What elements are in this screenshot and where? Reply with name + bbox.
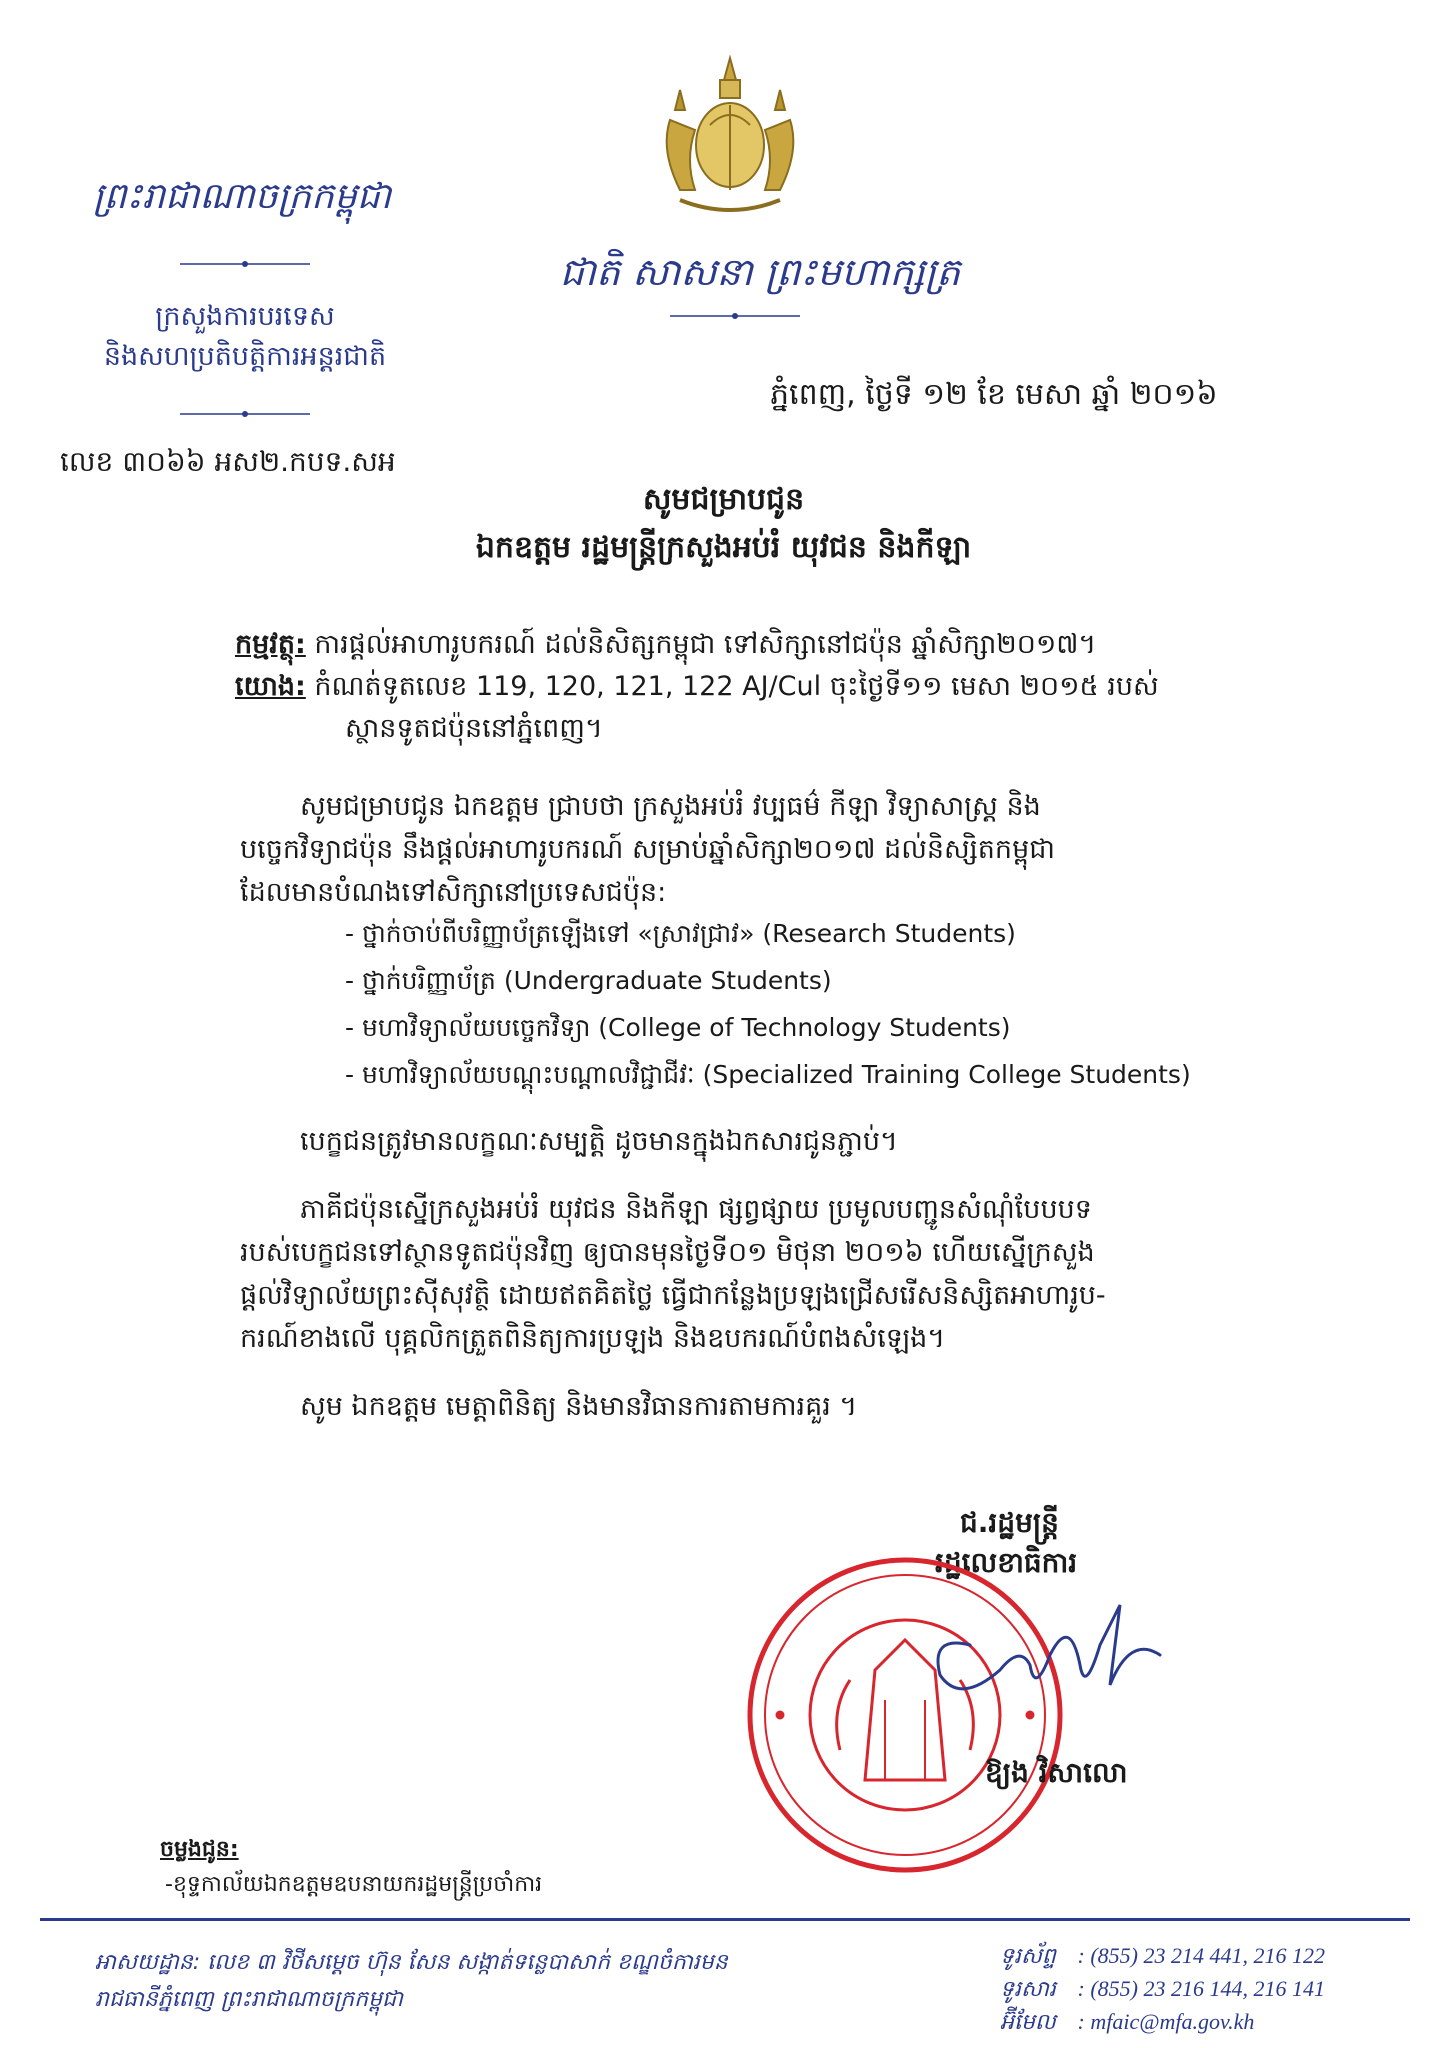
addressee-name: ឯកឧត្តម រដ្ឋមន្ត្រីក្រសួងអប់រំ យុវជន និងកីឡា bbox=[475, 530, 972, 565]
fax-label: ទូរសារ bbox=[1000, 1976, 1056, 2001]
nation-motto: ជាតិ សាសនា ព្រះមហាក្សត្រ bbox=[559, 250, 961, 294]
footer-email bbox=[1000, 2008, 1254, 2040]
body-paragraph-3-line-4: ករណ៍ខាងលើ បុគ្គលិកត្រួតពិនិត្យការប្រឡង និងឧបករណ៍បំពងសំឡេង។ bbox=[240, 1323, 946, 1354]
footer-address-line-1: អាសយដ្ឋាន: លេខ ៣ វិថីសម្តេច ហ៊ុន សែន សង្កាត់ទន្លេបាសាក់ ខណ្ឌចំការមន bbox=[95, 1950, 728, 1975]
email-value: : mfaic@mfa.gov.kh bbox=[1077, 2009, 1255, 2034]
body-paragraph-3-line-1: ភាគីជប៉ុនស្នើក្រសួងអប់រំ យុវជន និងកីឡា ផ្សព្វផ្សាយ ប្រមូលបញ្ជូនសំណុំបែបបទ bbox=[300, 1194, 1092, 1225]
footer-fax bbox=[1000, 1975, 1325, 2007]
reference-label: យោង: bbox=[235, 671, 306, 702]
ornament-divider bbox=[670, 310, 800, 324]
reference-text-2: ស្ថានទូតជប៉ុននៅភ្នំពេញ។ bbox=[345, 713, 603, 744]
scholarship-type-item: - ថ្នាក់ចាប់ពីបរិញ្ញាប័ត្រឡើងទៅ «ស្រាវជ្រាវ» (Research Students) bbox=[345, 919, 1016, 948]
phone-value: : (855) 23 214 441, 216 122 bbox=[1077, 1943, 1325, 1968]
reference-line bbox=[235, 667, 1335, 708]
signatory-title-1: ជ.រដ្ឋមន្ត្រី bbox=[960, 1506, 1059, 1539]
body-paragraph-3-line-2: របស់បេក្ខជនទៅស្ថានទូតជប៉ុនវិញ ឲ្យបានមុនថ្ងៃទី០១ មិថុនា ២០១៦ ហើយស្នើក្រសួង bbox=[240, 1237, 1095, 1268]
date-line: ភ្នំពេញ, ថ្ងៃទី ១២ ខែ មេសា ឆ្នាំ ២០១៦ bbox=[770, 377, 1218, 412]
royal-arms-emblem bbox=[640, 50, 820, 220]
scholarship-type-item: - ថ្នាក់បរិញ្ញាប័ត្រ (Undergraduate Students) bbox=[345, 966, 832, 995]
signatory-title-2: រដ្ឋលេខាធិការ bbox=[935, 1546, 1078, 1579]
footer-divider bbox=[40, 1918, 1410, 1921]
body-paragraph-1-line-3: ដែលមានបំណងទៅសិក្សានៅប្រទេសជប៉ុន: bbox=[240, 877, 667, 908]
body-paragraph-2: បេក្ខជនត្រូវមានលក្ខណៈសម្បត្តិ ដូចមានក្នុងឯកសារជូនភ្ជាប់។ bbox=[300, 1126, 898, 1157]
reference-number: លេខ ៣០៦៦ អស២.កបទ.សអ bbox=[60, 445, 396, 478]
footer-address-line-2: រាជធានីភ្នំពេញ ព្រះរាជាណាចក្រកម្ពុជា bbox=[95, 1987, 403, 2012]
body-paragraph-3-line-3: ផ្តល់វិទ្យាល័យព្រះស៊ីសុវត្ថិ ដោយឥតគិតថ្លៃ ធ្វើជាកន្លែងប្រឡងជ្រើសរើសនិស្សិតអាហារូប- bbox=[240, 1280, 1106, 1311]
cc-recipient: -ខុទ្ទកាល័យឯកឧត្តមឧបនាយករដ្ឋមន្ត្រីប្រចាំការ bbox=[165, 1872, 543, 1897]
scholarship-type-item: - មហាវិទ្យាល័យបច្ចេកវិទ្យា (College of Technology Students) bbox=[345, 1013, 1011, 1042]
subject-label: កម្មវត្ថុ: bbox=[235, 629, 306, 660]
cc-label: ចម្លងជូន: bbox=[160, 1837, 239, 1862]
handwritten-signature bbox=[910, 1575, 1170, 1725]
footer-phone bbox=[1000, 1942, 1325, 1974]
body-paragraph-1-line-1: សូមជម្រាបជូន ឯកឧត្តម ជ្រាបថា ក្រសួងអប់រំ វប្បធម៌ កីឡា វិទ្យាសាស្ត្រ និង bbox=[300, 791, 1041, 822]
reference-text-1: កំណត់ទូតលេខ 119, 120, 121, 122 AJ/Cul ចុះថ្ងៃទី១១ មេសា ២០១៥ របស់ bbox=[314, 671, 1159, 702]
ornament-divider bbox=[180, 258, 310, 272]
addressee-salutation: សូមជម្រាបជូន bbox=[642, 482, 805, 517]
phone-label: ទូរស័ព្ទ bbox=[1000, 1943, 1056, 1968]
closing-paragraph: សូម ឯកឧត្តម មេត្តាពិនិត្យ និងមានវិធានការតាមការគួរ ។ bbox=[300, 1391, 858, 1422]
signatory-name: ឱ្យង វិសាលោ bbox=[985, 1756, 1128, 1789]
subject-line bbox=[235, 625, 1335, 666]
scholarship-type-item: - មហាវិទ្យាល័យបណ្តុះបណ្តាលវិជ្ជាជីវៈ (Specialized Training College Students) bbox=[345, 1060, 1191, 1089]
email-label: អ៊ីមែល bbox=[1000, 2009, 1056, 2034]
body-paragraph-1-line-2: បច្ចេកវិទ្យាជប៉ុន នឹងផ្តល់អាហារូបករណ៍ សម្រាប់ឆ្នាំសិក្សា២០១៧ ដល់និស្សិតកម្ពុជា bbox=[240, 834, 1055, 865]
kingdom-title: ព្រះរាជាណាចក្រកម្ពុជា bbox=[92, 176, 392, 217]
ornament-divider bbox=[180, 408, 310, 422]
subject-text: ការផ្តល់អាហារូបករណ៍ ដល់និសិត្សកម្ពុជា ទៅសិក្សានៅជប៉ុន ឆ្នាំសិក្សា២០១៧។ bbox=[314, 629, 1097, 660]
fax-value: : (855) 23 216 144, 216 141 bbox=[1077, 1976, 1325, 2001]
ministry-name-line-2: និងសហប្រតិបត្តិការអន្តរជាតិ bbox=[103, 341, 387, 372]
ministry-name-line-1: ក្រសួងការបរទេស bbox=[155, 301, 335, 332]
